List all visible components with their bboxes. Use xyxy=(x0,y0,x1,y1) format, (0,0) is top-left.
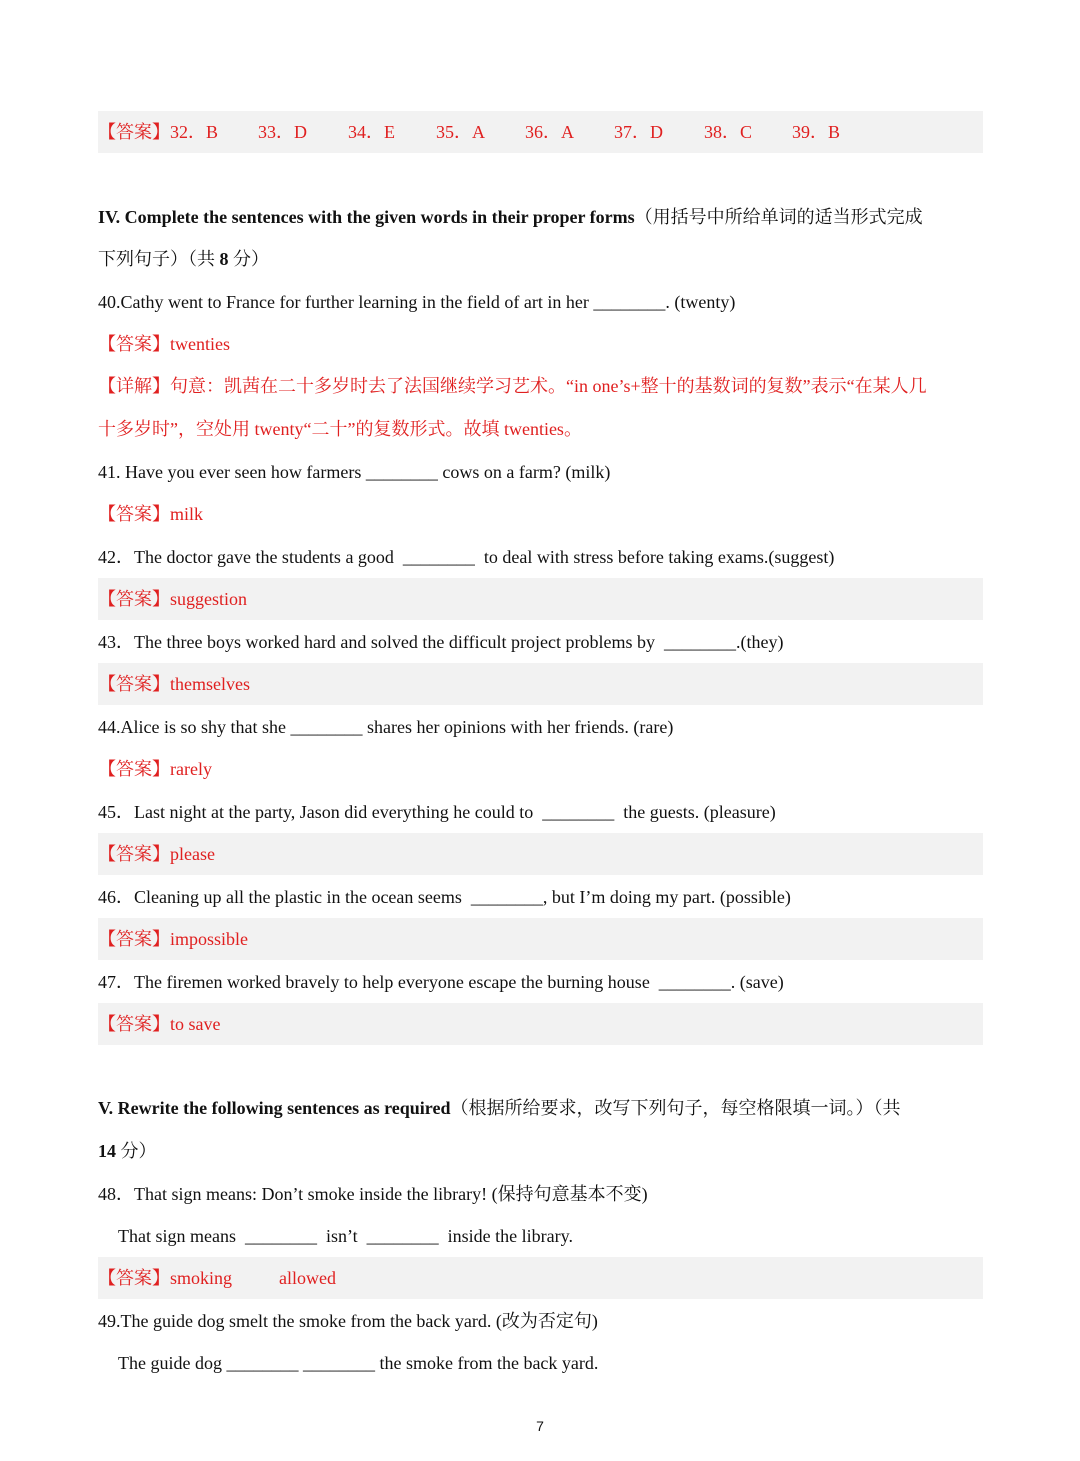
answer-tag: 【答案】 xyxy=(98,929,170,949)
question-41: 41. Have you ever seen how farmers ________ cows on a farm? (milk) xyxy=(98,462,611,482)
answer-tag: 【答案】 xyxy=(98,1268,170,1288)
answer-text: twenties xyxy=(170,334,230,354)
answer-text: themselves xyxy=(170,674,250,694)
answer-item: 34．E xyxy=(348,122,395,142)
question-49-rewrite: The guide dog ________ ________ the smoke from the back yard. xyxy=(118,1353,599,1373)
question-48-rewrite: That sign means ________ isn’t ________ inside the library. xyxy=(118,1226,573,1246)
answer-42 xyxy=(98,578,983,620)
section-4-heading-cn-2c: 分） xyxy=(228,249,269,269)
answer-text: to save xyxy=(170,1014,221,1034)
section-4-heading-cn-2a: 下列句子）（共 xyxy=(98,249,220,269)
section-5-heading-cn: （根据所给要求，改写下列句子，每空格限填一词。）（共 xyxy=(450,1098,901,1118)
answer-text: please xyxy=(170,844,215,864)
answer-40 xyxy=(98,323,983,365)
answer-row-32-39 xyxy=(98,111,983,153)
answer-text: milk xyxy=(170,504,204,524)
answer-43 xyxy=(98,663,983,705)
answer-45 xyxy=(98,833,983,875)
answer-tag: 【答案】 xyxy=(98,844,170,864)
answer-item: 37．D xyxy=(614,122,663,142)
answer-41 xyxy=(98,493,983,535)
section-4-heading-line-2 xyxy=(98,238,983,280)
answer-tag: 【答案】 xyxy=(98,674,170,694)
answer-text: smoking xyxy=(170,1268,233,1288)
question-46: 46．Cleaning up all the plastic in the ocean seems ________, but I’m doing my part. (possible) xyxy=(98,887,791,907)
answer-item: 33．D xyxy=(258,122,307,142)
answer-tag: 【答案】 xyxy=(98,589,170,609)
answer-text: allowed xyxy=(279,1268,336,1288)
section-4-points: 8 xyxy=(219,249,229,269)
answer-48 xyxy=(98,1257,983,1299)
question-43: 43．The three boys worked hard and solved the difficult project problems by ________.(they) xyxy=(98,632,784,652)
detail-text: 句意：凯茜在二十多岁时去了法国继续学习艺术。“in one’s+整十的基数词的复数”表示“在某人几 xyxy=(170,376,927,396)
question-42: 42．The doctor gave the students a good ________ to deal with stress before taking exams.(suggest) xyxy=(98,547,835,567)
section-5-points: 14 xyxy=(98,1141,116,1161)
section-5-heading-line-2 xyxy=(98,1130,983,1172)
answer-item: 39．B xyxy=(792,122,841,142)
answer-item: 32．B xyxy=(170,122,219,142)
answer-tag: 【答案】 xyxy=(98,334,170,354)
answer-46 xyxy=(98,918,983,960)
answer-44 xyxy=(98,748,983,790)
answer-tag: 【答案】 xyxy=(98,504,170,524)
answer-text: impossible xyxy=(170,929,249,949)
question-40: 40.Cathy went to France for further learning in the field of art in her ________. (twenty) xyxy=(98,292,736,312)
section-5-heading-line-1 xyxy=(98,1087,983,1129)
answer-item: 38．C xyxy=(704,122,753,142)
answer-tag: 【答案】 xyxy=(98,122,170,142)
question-44: 44.Alice is so shy that she ________ shares her opinions with her friends. (rare) xyxy=(98,717,674,737)
answer-47 xyxy=(98,1003,983,1045)
answer-tag: 【答案】 xyxy=(98,759,170,779)
page-number: 7 xyxy=(536,1418,544,1434)
answer-text: rarely xyxy=(170,759,212,779)
detail-tag: 【详解】 xyxy=(98,376,170,396)
question-47: 47．The firemen worked bravely to help everyone escape the burning house ________. (save) xyxy=(98,972,784,992)
section-5-heading-cn-2b: 分） xyxy=(116,1141,157,1161)
question-45: 45．Last night at the party, Jason did everything he could to ________ the guests. (pleasure) xyxy=(98,802,776,822)
question-48: 48．That sign means: Don’t smoke inside the library! (保持句意基本不变) xyxy=(98,1184,648,1204)
answer-tag: 【答案】 xyxy=(98,1014,170,1034)
answer-item: 36．A xyxy=(525,122,574,142)
section-5-heading-en: V. Rewrite the following sentences as required xyxy=(98,1098,451,1118)
section-4-heading-line-1 xyxy=(98,196,983,238)
detail-40-line-1 xyxy=(98,365,983,407)
answer-item: 35．A xyxy=(436,122,485,142)
section-4-heading-cn: （用括号中所给单词的适当形式完成 xyxy=(634,207,923,227)
question-49: 49.The guide dog smelt the smoke from the back yard. (改为否定句) xyxy=(98,1311,598,1331)
detail-40-line-2: 十多岁时”，空处用 twenty“二十”的复数形式。故填 twenties。 xyxy=(98,419,582,439)
section-4-heading-en: IV. Complete the sentences with the given words in their proper forms xyxy=(98,207,635,227)
answer-text: suggestion xyxy=(170,589,248,609)
